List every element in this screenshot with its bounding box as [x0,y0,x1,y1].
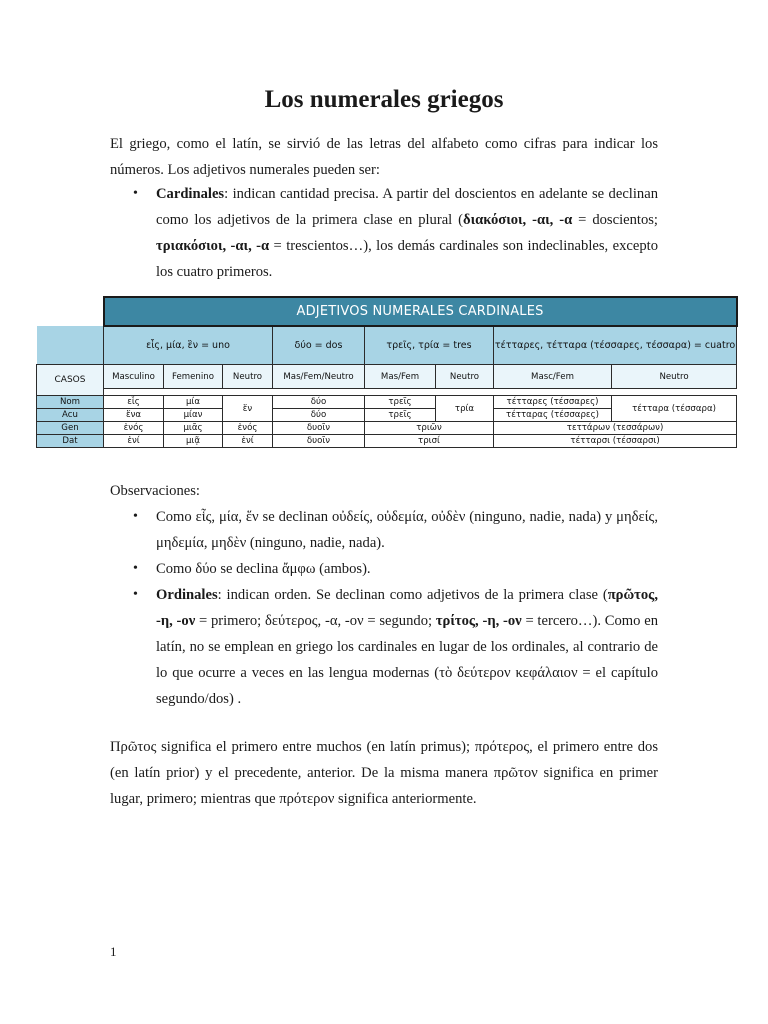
case-label: Nom [37,396,104,409]
case-label: Gen [37,422,104,435]
group-tres: τρεῖς, τρία = tres [365,326,494,365]
table-cell: ἑνί [223,435,273,448]
gender-header: Mas/Fem [365,365,436,389]
table-cell: τρισί [365,435,494,448]
ordinales-text-2: = primero; δεύτερος, -α, -ον = segundo; [195,613,436,629]
gender-header: Neutro [223,365,273,389]
table-cell: ἕν [223,396,273,422]
table-cell: μίαν [164,409,223,422]
table-cell: ἕνα [104,409,164,422]
table-cell: τριῶν [365,422,494,435]
intro-paragraph: El griego, como el latín, se sirvió de las letras del alfabeto como cifras para indicar los números. Los adjetivos numerales pueden ser: [110,136,658,178]
bullet-icon: • [133,587,138,602]
case-label: Dat [37,435,104,448]
list-item [133,582,658,712]
bullet-icon: • [133,186,138,201]
table-cell: ἑνός [104,422,164,435]
table-row [37,435,737,448]
table-row [37,422,737,435]
table-cell: ἑνί [104,435,164,448]
ordinales-text-1: : indican orden. Se declinan como adjetivos de la primera clase ( [217,587,608,603]
page-title: Los numerales griegos [264,86,504,113]
list-item [133,504,658,556]
cardinales-greek-1: διακόσιοι, -αι, -α [463,212,573,228]
observaciones-heading: Observaciones: [110,483,200,499]
table-cell: τέτταρσι (τέσσαρσι) [494,435,737,448]
cardinales-text-2: = doscientos; [572,212,658,228]
table-cell: τέτταρες (τέσσαρες) [494,396,612,409]
table-cell: δύο [273,396,365,409]
table-cell: εἷς [104,396,164,409]
table-cell: ἑνός [223,422,273,435]
table-cell: τέτταρα (τέσσαρα) [612,396,737,422]
table-cell: δυοῖν [273,435,365,448]
table-row [37,396,737,409]
table-cell: τεττάρων (τεσσάρων) [494,422,737,435]
table-cell: τρεῖς [365,396,436,409]
case-label: Acu [37,409,104,422]
gender-header: Neutro [612,365,737,389]
gender-header: Neutro [436,365,494,389]
ordinales-greek-2: τρίτος, -η, -ον [435,613,522,629]
cardinales-bullet [133,181,658,285]
table-title: ADJETIVOS NUMERALES CARDINALES [104,297,737,326]
ordinales-greek-1: πρῶτος, -η, -ον [156,587,658,629]
final-paragraph: Πρῶτος significa el primero entre muchos (en latín primus); πρότερος, el primero entre dos (en latín prior) y el precedente, anterior. De la misma manera πρῶτον significa en primer lugar, primero; mientras que πρότερον significa anteriormente. [110,739,658,807]
table-cell: τρεῖς [365,409,436,422]
table-cell: μιᾷ [164,435,223,448]
obs-2-text: Como δύο se declina ἄμφω (ambos). [156,561,371,577]
table-cell: δυοῖν [273,422,365,435]
cardinales-item [133,181,658,285]
gender-header: Mas/Fem/Neutro [273,365,365,389]
casos-header: CASOS [37,365,104,396]
bullet-icon: • [133,561,138,576]
cardinales-text-1: : indican cantidad precisa. A partir del doscientos en adelante se declinan como los adjetivos de la primera clase en plural ( [156,186,658,228]
bullet-icon: • [133,509,138,524]
table-cell: τρία [436,396,494,422]
table-cell: μιᾶς [164,422,223,435]
page-number: 1 [110,944,117,959]
numerals-table [36,296,736,446]
group-dos: δύο = dos [273,326,365,365]
table-cell: τέτταρας (τέσσαρες) [494,409,612,422]
gender-header: Masculino [104,365,164,389]
gender-header: Femenino [164,365,223,389]
table-cell: δύο [273,409,365,422]
ordinales-text-3: = tercero…). Como en latín, no se emplean en griego los cardinales en lugar de los ordinales, al contrario de lo que ocurre a veces en las lengua modernas (τὸ δεύτερον κεφάλαιον = el capítulo segundo/dos) . [156,613,658,707]
ordinales-label: Ordinales [156,587,218,603]
obs-1-text: Como εἷς, μία, ἕν se declinan οὐδείς, οὐδεμία, οὐδὲν (ninguno, nadie, nada) y μηδείς, μηδεμία, μηδὲν (ninguno, nadie, nada). [156,509,658,551]
cardinales-text-3: = trescientos…), los demás cardinales son indeclinables, excepto los cuatro primeros. [156,238,658,280]
cardinales-greek-2: τριακόσιοι, -αι, -α [156,238,270,254]
observaciones-list [133,504,658,712]
group-uno: εἷς, μία, ἓν = uno [104,326,273,365]
group-cuatro: τέτταρες, τέτταρα (τέσσαρες, τέσσαρα) = cuatro [494,326,737,365]
cardinales-label: Cardinales [156,186,225,202]
list-item [133,556,658,582]
gender-header: Masc/Fem [494,365,612,389]
table-cell: μία [164,396,223,409]
